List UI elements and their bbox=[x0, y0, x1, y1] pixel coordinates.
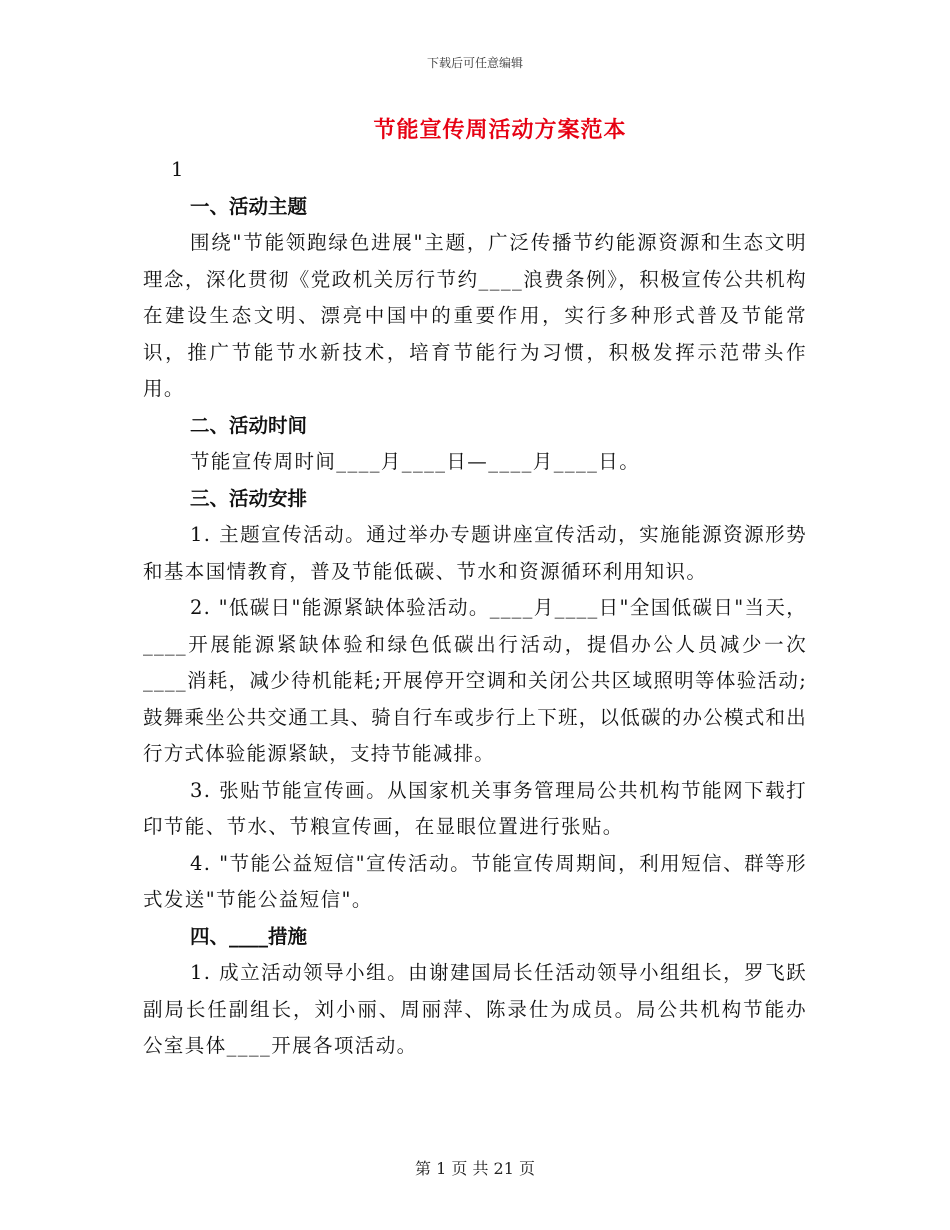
section-heading-arrangement: 三、活动安排 bbox=[190, 486, 308, 510]
header-note: 下载后可任意编辑 bbox=[426, 56, 523, 70]
document-title: 节能宣传周活动方案范本 bbox=[373, 118, 627, 143]
paragraph-arrangement-3: 3. 张贴节能宣传画。从国家机关事务管理局公共机构节能网下载打印节能、节水、节粮宣传画，在显眼位置进行张贴。 bbox=[143, 778, 807, 838]
paragraph-theme: 围绕"节能领跑绿色进展"主题，广泛传播节约能源资源和生态文明理念，深化贯彻《党政机关厉行节约____浪费条例》，积极宣传公共机构在建设生态文明、漂亮中国中的重要作用，实行多种形式普及节能常识，推广节能节水新技术，培育节能行为习惯，积极发挥示范带头作用。 bbox=[143, 231, 807, 400]
paragraph-measures-1: 1. 成立活动领导小组。由谢建国局长任活动领导小组组长，罗飞跃副局长任副组长，刘小丽、周丽萍、陈录仕为成员。局公共机构节能办公室具体____开展各项活动。 bbox=[143, 961, 807, 1057]
paragraph-arrangement-2: 2. "低碳日"能源紧缺体验活动。____月____日"全国低碳日"当天，____开展能源紧缺体验和绿色低碳出行活动，提倡办公人员减少一次____消耗，减少待机能耗;开展停开空调和关闭公共区域照明等体验活动;鼓舞乘坐公共交通工具、骑自行车或步行上下班，以低碳的办公模式和出行方式体验能源紧缺，支持节能减排。 bbox=[143, 596, 807, 765]
section-heading-theme: 一、活动主题 bbox=[190, 194, 308, 218]
paragraph-arrangement-1: 1. 主题宣传活动。通过举办专题讲座宣传活动，实施能源资源形势和基本国情教育，普及节能低碳、节水和资源循环利用知识。 bbox=[143, 523, 807, 583]
paragraph-arrangement-4: 4. "节能公益短信"宣传活动。节能宣传周期间，利用短信、群等形式发送"节能公益短信"。 bbox=[143, 851, 807, 911]
section-heading-time: 二、活动时间 bbox=[190, 413, 308, 437]
page-footer: 第 1 页 共 21 页 bbox=[415, 1159, 535, 1178]
paragraph-time: 节能宣传周时间____月____日—____月____日。 bbox=[190, 450, 641, 473]
section-number: 1 bbox=[171, 158, 184, 181]
document-body bbox=[143, 152, 807, 1065]
section-heading-measures: 四、____措施 bbox=[190, 924, 308, 948]
